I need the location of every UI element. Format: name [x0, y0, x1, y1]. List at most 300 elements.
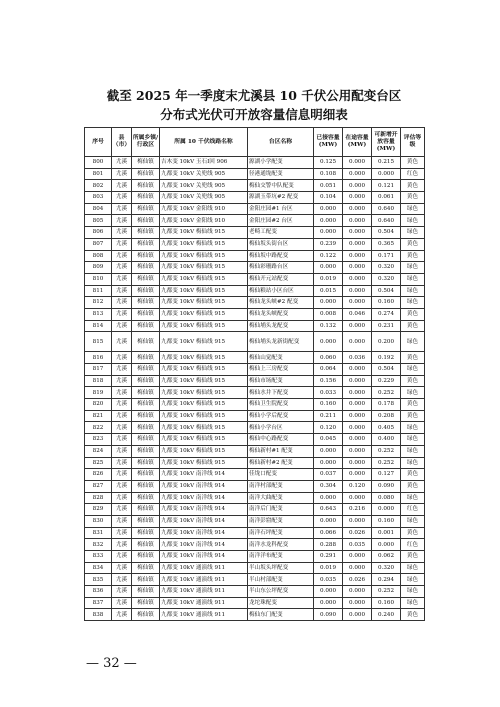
- table-header-row: [85, 128, 425, 157]
- cell-connected: 0.060: [314, 352, 343, 364]
- cell-available: 0.090: [372, 480, 401, 492]
- cell-line: 吉木变 10kV 玉石Ⅰ回 906: [160, 157, 248, 169]
- cell-available: 0.127: [372, 469, 401, 481]
- cell-available: 0.061: [372, 192, 401, 204]
- table-row: [85, 308, 425, 320]
- cell-available: 0.178: [372, 399, 401, 411]
- table-row: [85, 352, 425, 364]
- cell-line: 九都变 10kV 南洋线 914: [160, 469, 248, 481]
- cell-town: 梅仙镇: [132, 586, 160, 598]
- cell-town: 梅仙镇: [132, 574, 160, 586]
- cell-area: 梅仙水井下配变: [248, 387, 314, 399]
- table-row: [85, 168, 425, 180]
- cell-town: 梅仙镇: [132, 297, 160, 309]
- cell-available: 0.231: [372, 320, 401, 332]
- cell-county: 尤溪: [112, 515, 132, 527]
- cell-grade: 绿色: [401, 387, 425, 399]
- cell-connected: 0.066: [314, 527, 343, 539]
- cell-town: 梅仙镇: [132, 157, 160, 169]
- cell-area: 梅仙坂中路配变: [248, 250, 314, 262]
- cell-county: 尤溪: [112, 180, 132, 192]
- cell-available: 0.000: [372, 504, 401, 516]
- table-row: [85, 551, 425, 563]
- cell-pending: 0.000: [343, 227, 372, 239]
- cell-available: 0.080: [372, 492, 401, 504]
- cell-grade: 红色: [401, 504, 425, 516]
- cell-seq: 821: [85, 410, 112, 422]
- cell-pending: 0.000: [343, 586, 372, 598]
- cell-available: 0.365: [372, 238, 401, 250]
- cell-county: 尤溪: [112, 238, 132, 250]
- header-area: 台区名称: [248, 128, 314, 157]
- table-row: [85, 387, 425, 399]
- cell-pending: 0.000: [343, 157, 372, 169]
- cell-line: 九都变 10kV 关兜线 905: [160, 180, 248, 192]
- cell-line: 九都变 10kV 南洋线 914: [160, 492, 248, 504]
- cell-town: 梅仙镇: [132, 551, 160, 563]
- table-row: [85, 422, 425, 434]
- cell-connected: 0.160: [314, 399, 343, 411]
- cell-county: 尤溪: [112, 375, 132, 387]
- cell-connected: 0.108: [314, 168, 343, 180]
- cell-area: 梅仙小学台区: [248, 422, 314, 434]
- cell-grade: 绿色: [401, 434, 425, 446]
- cell-town: 梅仙镇: [132, 422, 160, 434]
- cell-seq: 805: [85, 215, 112, 227]
- cell-area: 梅仙坂头街台区: [248, 238, 314, 250]
- cell-county: 尤溪: [112, 297, 132, 309]
- cell-grade: 黄色: [401, 609, 425, 621]
- cell-area: 梅仙龙头峡配变: [248, 308, 314, 320]
- cell-area: 佳垅口配变: [248, 469, 314, 481]
- cell-grade: 黄色: [401, 308, 425, 320]
- cell-line: 九都变 10kV 梅仙线 915: [160, 364, 248, 376]
- cell-grade: 黄色: [401, 399, 425, 411]
- cell-available: 0.640: [372, 203, 401, 215]
- cell-connected: 0.211: [314, 410, 343, 422]
- cell-line: 九都变 10kV 南洋线 914: [160, 480, 248, 492]
- table-row: [85, 262, 425, 274]
- cell-grade: 绿色: [401, 297, 425, 309]
- cell-grade: 绿色: [401, 562, 425, 574]
- cell-seq: 807: [85, 238, 112, 250]
- cell-county: 尤溪: [112, 434, 132, 446]
- cell-area: 径港通垅配变: [248, 168, 314, 180]
- cell-pending: 0.000: [343, 215, 372, 227]
- cell-town: 梅仙镇: [132, 609, 160, 621]
- cell-line: 九都变 10kV 梅仙线 915: [160, 285, 248, 297]
- cell-seq: 831: [85, 527, 112, 539]
- cell-connected: 0.000: [314, 262, 343, 274]
- cell-line: 九都变 10kV 梅仙线 915: [160, 399, 248, 411]
- cell-line: 九都变 10kV 梅仙线 915: [160, 410, 248, 422]
- cell-town: 梅仙镇: [132, 250, 160, 262]
- table-row: [85, 457, 425, 469]
- cell-area: 南洋后门配变: [248, 504, 314, 516]
- table-row: [85, 527, 425, 539]
- cell-town: 梅仙镇: [132, 410, 160, 422]
- cell-grade: 黄色: [401, 469, 425, 481]
- header-town: 所属乡镇/行政区: [132, 128, 160, 157]
- table-row: [85, 215, 425, 227]
- cell-area: 老畸工配变: [248, 227, 314, 239]
- cell-line: 九都变 10kV 通演线 911: [160, 586, 248, 598]
- cell-connected: 0.000: [314, 227, 343, 239]
- cell-county: 尤溪: [112, 410, 132, 422]
- cell-available: 0.160: [372, 515, 401, 527]
- capacity-table: [84, 127, 425, 621]
- cell-town: 梅仙镇: [132, 597, 160, 609]
- cell-area: 梅仙龙头峡#2 配变: [248, 297, 314, 309]
- cell-pending: 0.000: [343, 492, 372, 504]
- cell-grade: 黄色: [401, 250, 425, 262]
- cell-connected: 0.156: [314, 375, 343, 387]
- cell-seq: 834: [85, 562, 112, 574]
- table-row: [85, 227, 425, 239]
- cell-connected: 0.015: [314, 285, 343, 297]
- cell-pending: 0.000: [343, 597, 372, 609]
- cell-seq: 828: [85, 492, 112, 504]
- cell-connected: 0.000: [314, 515, 343, 527]
- cell-county: 尤溪: [112, 597, 132, 609]
- cell-available: 0.252: [372, 586, 401, 598]
- table-row: [85, 203, 425, 215]
- cell-line: 九都变 10kV 金阳线 910: [160, 215, 248, 227]
- cell-area: 梅仙开元站配变: [248, 273, 314, 285]
- table-row: [85, 285, 425, 297]
- cell-connected: 0.000: [314, 492, 343, 504]
- cell-seq: 818: [85, 375, 112, 387]
- cell-connected: 0.090: [314, 609, 343, 621]
- cell-connected: 0.000: [314, 297, 343, 309]
- cell-area: 梅仙中心路配变: [248, 434, 314, 446]
- cell-town: 梅仙镇: [132, 434, 160, 446]
- cell-town: 梅仙镇: [132, 375, 160, 387]
- cell-available: 0.320: [372, 262, 401, 274]
- cell-pending: 0.026: [343, 527, 372, 539]
- table-row: [85, 332, 425, 352]
- cell-pending: 0.000: [343, 469, 372, 481]
- cell-pending: 0.000: [343, 320, 372, 332]
- cell-county: 尤溪: [112, 527, 132, 539]
- cell-town: 梅仙镇: [132, 445, 160, 457]
- cell-available: 0.640: [372, 215, 401, 227]
- cell-town: 梅仙镇: [132, 527, 160, 539]
- cell-seq: 802: [85, 180, 112, 192]
- cell-seq: 812: [85, 297, 112, 309]
- cell-pending: 0.035: [343, 539, 372, 551]
- table-row: [85, 574, 425, 586]
- cell-line: 九都变 10kV 梅仙线 915: [160, 434, 248, 446]
- cell-grade: 绿色: [401, 492, 425, 504]
- cell-connected: 0.051: [314, 180, 343, 192]
- cell-seq: 803: [85, 192, 112, 204]
- cell-county: 尤溪: [112, 192, 132, 204]
- cell-area: 梅仙新村#1 配变: [248, 445, 314, 457]
- cell-pending: 0.120: [343, 480, 372, 492]
- cell-available: 0.405: [372, 422, 401, 434]
- cell-available: 0.504: [372, 364, 401, 376]
- table-row: [85, 609, 425, 621]
- cell-county: 尤溪: [112, 157, 132, 169]
- cell-line: 九都变 10kV 金阳线 910: [160, 203, 248, 215]
- cell-county: 尤溪: [112, 551, 132, 563]
- cell-line: 九都变 10kV 梅仙线 915: [160, 227, 248, 239]
- cell-grade: 绿色: [401, 364, 425, 376]
- cell-seq: 808: [85, 250, 112, 262]
- cell-town: 梅仙镇: [132, 320, 160, 332]
- cell-county: 尤溪: [112, 422, 132, 434]
- cell-grade: 绿色: [401, 445, 425, 457]
- cell-grade: 绿色: [401, 574, 425, 586]
- cell-town: 梅仙镇: [132, 480, 160, 492]
- cell-grade: 绿色: [401, 215, 425, 227]
- table-row: [85, 504, 425, 516]
- cell-pending: 0.000: [343, 375, 372, 387]
- cell-connected: 0.019: [314, 273, 343, 285]
- cell-pending: 0.000: [343, 192, 372, 204]
- cell-line: 九都变 10kV 关兜线 905: [160, 168, 248, 180]
- cell-grade: 绿色: [401, 273, 425, 285]
- cell-pending: 0.216: [343, 504, 372, 516]
- cell-line: 九都变 10kV 梅仙线 915: [160, 308, 248, 320]
- cell-area: 金阳庄园#2 台区: [248, 215, 314, 227]
- cell-line: 九都变 10kV 南洋线 914: [160, 551, 248, 563]
- table-row: [85, 297, 425, 309]
- cell-available: 0.294: [372, 574, 401, 586]
- cell-grade: 绿色: [401, 515, 425, 527]
- cell-town: 梅仙镇: [132, 457, 160, 469]
- cell-pending: 0.000: [343, 457, 372, 469]
- table-title-line2: 分布式光伏可开放容量信息明细表: [160, 107, 348, 122]
- cell-seq: 801: [85, 168, 112, 180]
- cell-pending: 0.000: [343, 410, 372, 422]
- cell-seq: 822: [85, 422, 112, 434]
- cell-area: 半山村部配变: [248, 574, 314, 586]
- cell-county: 尤溪: [112, 492, 132, 504]
- cell-county: 尤溪: [112, 262, 132, 274]
- cell-area: 梅仙埔头龙配变: [248, 320, 314, 332]
- cell-town: 梅仙镇: [132, 168, 160, 180]
- table-row: [85, 273, 425, 285]
- cell-grade: 黄色: [401, 551, 425, 563]
- cell-pending: 0.026: [343, 574, 372, 586]
- cell-grade: 黄色: [401, 527, 425, 539]
- cell-county: 尤溪: [112, 539, 132, 551]
- cell-seq: 824: [85, 445, 112, 457]
- cell-available: 0.000: [372, 539, 401, 551]
- cell-area: 梅仙交警中队配变: [248, 180, 314, 192]
- cell-available: 0.001: [372, 527, 401, 539]
- cell-connected: 0.000: [314, 597, 343, 609]
- table-row: [85, 434, 425, 446]
- cell-area: 梅仙埔头龙新街配变: [248, 332, 314, 352]
- cell-county: 尤溪: [112, 227, 132, 239]
- cell-area: 南洋水龙科配变: [248, 539, 314, 551]
- cell-seq: 816: [85, 352, 112, 364]
- table-row: [85, 364, 425, 376]
- cell-grade: 黄色: [401, 410, 425, 422]
- cell-pending: 0.000: [343, 262, 372, 274]
- cell-grade: 黄色: [401, 480, 425, 492]
- cell-grade: 绿色: [401, 457, 425, 469]
- cell-connected: 0.008: [314, 308, 343, 320]
- table-row: [85, 410, 425, 422]
- cell-town: 梅仙镇: [132, 285, 160, 297]
- cell-line: 九都变 10kV 关兜线 905: [160, 192, 248, 204]
- cell-county: 尤溪: [112, 285, 132, 297]
- cell-available: 0.320: [372, 562, 401, 574]
- table-row: [85, 238, 425, 250]
- cell-seq: 815: [85, 332, 112, 352]
- cell-seq: 823: [85, 434, 112, 446]
- cell-grade: 黄色: [401, 375, 425, 387]
- cell-county: 尤溪: [112, 215, 132, 227]
- cell-pending: 0.000: [343, 180, 372, 192]
- cell-area: 梅仙彩珊路台区: [248, 262, 314, 274]
- cell-available: 0.320: [372, 273, 401, 285]
- table-row: [85, 562, 425, 574]
- cell-town: 梅仙镇: [132, 399, 160, 411]
- cell-grade: 绿色: [401, 227, 425, 239]
- cell-pending: 0.000: [343, 422, 372, 434]
- cell-available: 0.160: [372, 297, 401, 309]
- table-row: [85, 192, 425, 204]
- cell-county: 尤溪: [112, 273, 132, 285]
- cell-connected: 0.239: [314, 238, 343, 250]
- cell-pending: 0.000: [343, 399, 372, 411]
- table-row: [85, 492, 425, 504]
- cell-town: 梅仙镇: [132, 308, 160, 320]
- cell-area: 南洋彭窟配变: [248, 515, 314, 527]
- cell-area: 半山坂头坪配变: [248, 562, 314, 574]
- cell-area: 南洋石坪配变: [248, 527, 314, 539]
- cell-seq: 813: [85, 308, 112, 320]
- header-line: 所属 10 千伏线路名称: [160, 128, 248, 157]
- cell-connected: 0.304: [314, 480, 343, 492]
- cell-available: 0.252: [372, 457, 401, 469]
- cell-connected: 0.288: [314, 539, 343, 551]
- cell-pending: 0.000: [343, 332, 372, 352]
- cell-seq: 800: [85, 157, 112, 169]
- cell-available: 0.274: [372, 308, 401, 320]
- cell-grade: 绿色: [401, 422, 425, 434]
- cell-seq: 811: [85, 285, 112, 297]
- cell-seq: 825: [85, 457, 112, 469]
- cell-county: 尤溪: [112, 469, 132, 481]
- cell-connected: 0.000: [314, 445, 343, 457]
- cell-town: 梅仙镇: [132, 273, 160, 285]
- cell-pending: 0.000: [343, 434, 372, 446]
- cell-seq: 819: [85, 387, 112, 399]
- cell-county: 尤溪: [112, 562, 132, 574]
- cell-town: 梅仙镇: [132, 262, 160, 274]
- cell-grade: 黄色: [401, 238, 425, 250]
- cell-town: 梅仙镇: [132, 352, 160, 364]
- table-row: [85, 597, 425, 609]
- cell-grade: 黄色: [401, 180, 425, 192]
- cell-county: 尤溪: [112, 250, 132, 262]
- cell-available: 0.000: [372, 168, 401, 180]
- cell-line: 九都变 10kV 梅仙线 915: [160, 457, 248, 469]
- cell-line: 九都变 10kV 梅仙线 915: [160, 297, 248, 309]
- header-seq: 序号: [85, 128, 112, 157]
- cell-area: 梅仙山觉配变: [248, 352, 314, 364]
- cell-pending: 0.046: [343, 308, 372, 320]
- cell-pending: 0.000: [343, 168, 372, 180]
- cell-available: 0.215: [372, 157, 401, 169]
- cell-line: 九都变 10kV 梅仙线 915: [160, 320, 248, 332]
- cell-available: 0.504: [372, 285, 401, 297]
- cell-grade: 绿色: [401, 332, 425, 352]
- cell-area: 梅仙上三房配变: [248, 364, 314, 376]
- cell-available: 0.200: [372, 332, 401, 352]
- cell-connected: 0.643: [314, 504, 343, 516]
- cell-available: 0.121: [372, 180, 401, 192]
- header-grade: 评估等级: [401, 128, 425, 157]
- cell-available: 0.504: [372, 227, 401, 239]
- cell-county: 尤溪: [112, 586, 132, 598]
- table-row: [85, 469, 425, 481]
- cell-pending: 0.000: [343, 562, 372, 574]
- cell-pending: 0.000: [343, 238, 372, 250]
- cell-town: 梅仙镇: [132, 492, 160, 504]
- table-row: [85, 320, 425, 332]
- cell-line: 九都变 10kV 梅仙线 915: [160, 250, 248, 262]
- cell-connected: 0.064: [314, 364, 343, 376]
- cell-grade: 黄色: [401, 352, 425, 364]
- cell-seq: 832: [85, 539, 112, 551]
- cell-area: 源湖玉带坑#2 配变: [248, 192, 314, 204]
- table-row: [85, 445, 425, 457]
- cell-grade: 绿色: [401, 285, 425, 297]
- cell-county: 尤溪: [112, 387, 132, 399]
- cell-line: 九都变 10kV 南洋线 914: [160, 515, 248, 527]
- cell-available: 0.171: [372, 250, 401, 262]
- cell-seq: 814: [85, 320, 112, 332]
- cell-area: 梅仙新村#2 配变: [248, 457, 314, 469]
- cell-connected: 0.120: [314, 422, 343, 434]
- cell-grade: 绿色: [401, 597, 425, 609]
- cell-seq: 829: [85, 504, 112, 516]
- cell-area: 半山东公坪配变: [248, 586, 314, 598]
- cell-pending: 0.000: [343, 250, 372, 262]
- cell-county: 尤溪: [112, 504, 132, 516]
- cell-line: 九都变 10kV 梅仙线 915: [160, 445, 248, 457]
- cell-seq: 804: [85, 203, 112, 215]
- cell-available: 0.252: [372, 387, 401, 399]
- cell-available: 0.240: [372, 609, 401, 621]
- header-available: 可新增开放容量(MW): [372, 128, 401, 157]
- cell-area: 源湖小学配变: [248, 157, 314, 169]
- cell-line: 九都变 10kV 梅仙线 915: [160, 422, 248, 434]
- cell-line: 九都变 10kV 梅仙线 915: [160, 352, 248, 364]
- cell-pending: 0.036: [343, 352, 372, 364]
- cell-seq: 833: [85, 551, 112, 563]
- cell-town: 梅仙镇: [132, 515, 160, 527]
- cell-seq: 817: [85, 364, 112, 376]
- cell-county: 尤溪: [112, 609, 132, 621]
- cell-area: 龙坨珠配变: [248, 597, 314, 609]
- cell-connected: 0.122: [314, 250, 343, 262]
- cell-town: 梅仙镇: [132, 238, 160, 250]
- table-row: [85, 399, 425, 411]
- cell-connected: 0.000: [314, 457, 343, 469]
- cell-connected: 0.104: [314, 192, 343, 204]
- header-connected: 已接容量(MW): [314, 128, 343, 157]
- cell-grade: 绿色: [401, 262, 425, 274]
- cell-town: 梅仙镇: [132, 332, 160, 352]
